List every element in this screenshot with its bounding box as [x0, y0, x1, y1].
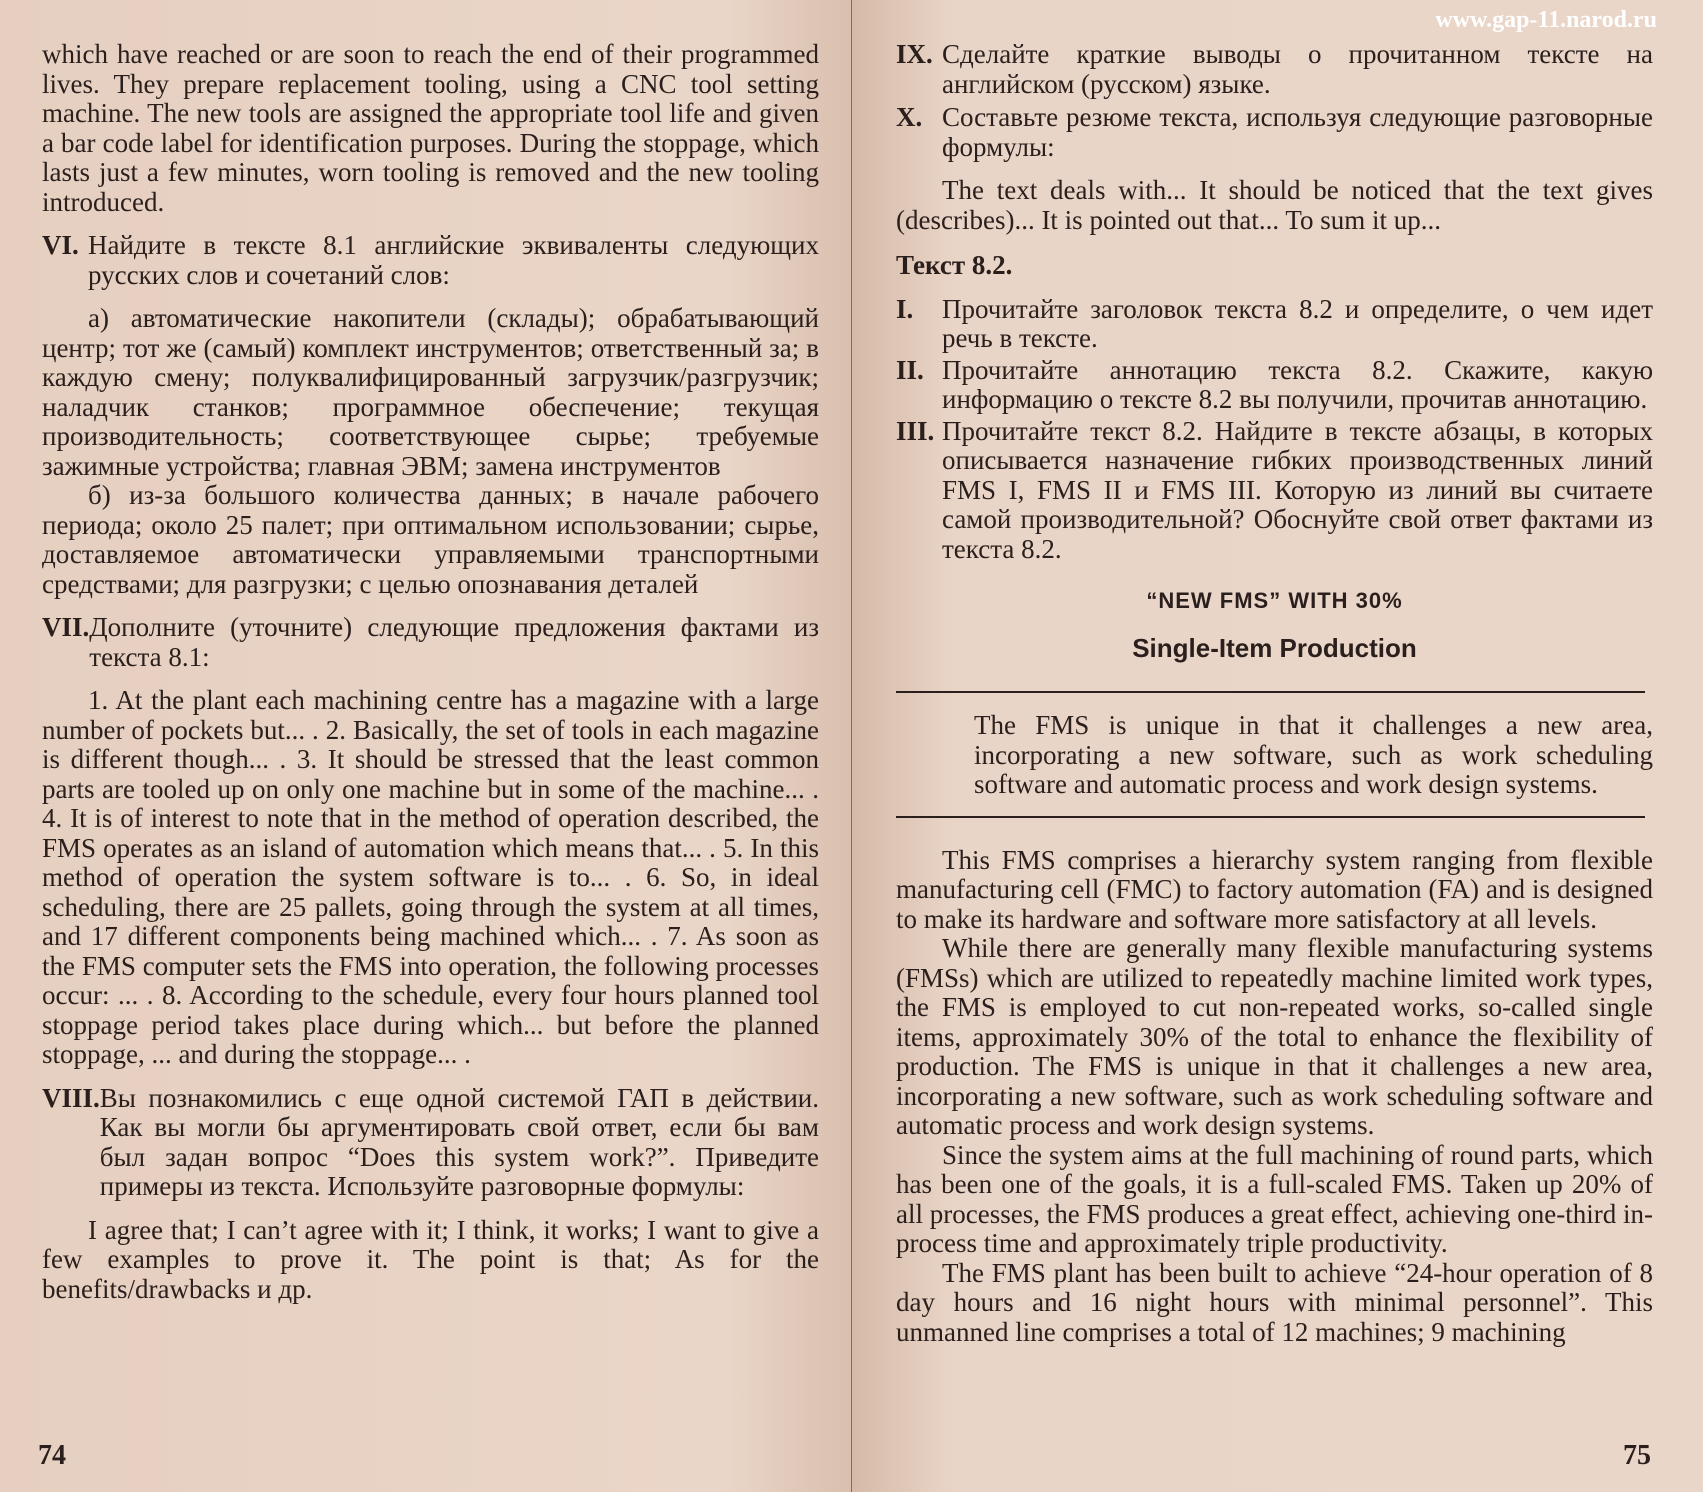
- exercise-vi: [42, 231, 819, 290]
- exercise-viii-phrases: I agree that; I can’t agree with it; I think, it works; I want to give a few examples to prove it. The point is that; As for the benefits/drawbacks и др.: [42, 1214, 819, 1304]
- divider-bottom: [896, 816, 1645, 818]
- text-heading: Текст 8.2.: [896, 250, 1013, 280]
- question-text: Прочитайте заголовок текста 8.2 и определите, о чем идет речь в тексте.: [942, 293, 1653, 353]
- article-abstract: The FMS is unique in that it challenges a new area, incorporating a new software, such as work scheduling software and automatic process and work design systems.: [974, 710, 1653, 799]
- question-number: I.: [896, 293, 914, 324]
- question-ii: [896, 356, 1653, 415]
- exercise-viii: [42, 1084, 819, 1202]
- question-text: Прочитайте текст 8.2. Найдите в тексте абзацы, в которых описывается назначение гибких производственных линий FMS I, FMS II и FMS III. Которую из линий вы считаете самой производительной? Обоснуйте свой ответ фактами из текста 8.2.: [942, 415, 1653, 564]
- exercise-vii: [42, 613, 819, 672]
- exercise-task: Дополните (уточните) следующие предложения фактами из текста 8.1:: [89, 612, 819, 672]
- page-number-left: 74: [38, 1439, 66, 1471]
- exercise-number: VII.: [42, 612, 90, 642]
- article-title: “NEW FMS” WITH 30%: [1146, 588, 1403, 613]
- exercise-vi-part-a: а) автоматические накопители (склады); обрабатывающий центр; тот же (самый) комплект инструментов; ответственный за; в каждую смену; полуквалифицированный загрузчик/разгрузчик; наладчик станков; программное обеспечение; текущая производительность; соответствующее сырье; требуемые зажимные устройства; главная ЭВМ; замена инструментов: [42, 303, 819, 481]
- page-number-right: 75: [1623, 1439, 1651, 1471]
- article-paragraph-4: The FMS plant has been built to achieve “24-hour operation of 8 day hours and 16 night hours with minimal personnel”. This unmanned line comprises a total of 12 machines; 9 machining: [896, 1257, 1653, 1347]
- article-subtitle: Single-Item Production: [1132, 632, 1417, 663]
- intro-paragraph: which have reached or are soon to reach the end of their programmed lives. They prepare replacement tooling, using a CNC tool setting machine. The new tools are assigned the appropriate tool life and given a bar code label for identification purposes. During the stoppage, which lasts just a few minutes, worn tooling is removed and the new tooling introduced.: [42, 39, 819, 217]
- question-text: Прочитайте аннотацию текста 8.2. Скажите, какую информацию о тексте 8.2 вы получили, прочитав аннотацию.: [942, 354, 1653, 414]
- exercise-vii-sentences: 1. At the plant each machining centre has a magazine with a large number of pockets but... . 2. Basically, the set of tools in each magazine is different though... . 3. It should be stressed that the least common parts are tooled up on only one machine but in some of the machine... . 4. It is of interest to note that in the method of operation described, the FMS operates as an island of automation which means that... . 5. In this method of operation the system software is to... . 6. So, in ideal scheduling, there are 25 pallets, going through the system at all times, and 17 different components being machined which... . 7. As soon as the FMS computer sets the FMS into operation, the following processes occur: ... . 8. According to the schedule, every four hours planned tool stoppage period takes place during which... but before the planned stoppage, ... and during the stoppage... .: [42, 685, 819, 1069]
- exercise-task: Сделайте краткие выводы о прочитанном тексте на английском (русском) языке.: [942, 39, 1653, 99]
- exercise-task: Найдите в тексте 8.1 английские эквиваленты следующих русских слов и сочетаний слов:: [88, 230, 819, 290]
- question-i: [896, 295, 1653, 354]
- exercise-task: Вы познакомились с еще одной системой ГАП в действии. Как вы могли бы аргументировать свой ответ, если бы вам был задан вопрос “Does this system work?”. Приведите примеры из текста. Используйте разговорные формулы:: [99, 1082, 819, 1201]
- article-paragraph-1: This FMS comprises a hierarchy system ranging from flexible manufacturing cell (FMC) to factory automation (FA) and is designed to make its hardware and software more satisfactory at all levels.: [896, 844, 1653, 934]
- exercise-task: Составьте резюме текста, используя следующие разговорные формулы:: [942, 102, 1653, 162]
- article-paragraph-2: While there are generally many flexible manufacturing systems (FMSs) which are utilized to repeatedly machine limited work types, the FMS is employed to cut non-repeated works, so-called single items, approximately 30% of the total to enhance the flexibility of production. The FMS is unique in that it challenges a new area, incorporating a new software, such as work scheduling software and automatic process and work design systems.: [896, 933, 1653, 1140]
- exercise-vi-part-b: б) из-за большого количества данных; в начале рабочего периода; около 25 палет; при оптимальном использовании; сырье, доставляемое автоматически управляемыми транспортными средствами; для разгрузки; с целью опознавания деталей: [42, 480, 819, 599]
- exercise-number: VIII.: [42, 1082, 100, 1113]
- exercise-number: IX.: [896, 39, 933, 69]
- site-watermark: www.gap-11.narod.ru: [1435, 7, 1657, 33]
- exercise-number: X.: [896, 102, 923, 132]
- article-paragraph-3: Since the system aims at the full machining of round parts, which has been one of the goals, it is a full-scaled FMS. Taken up 20% of all processes, the FMS produces a great effect, achieving one-third in-process time and approximately triple productivity.: [896, 1139, 1653, 1258]
- right-page: [852, 0, 1703, 1492]
- question-number: II.: [896, 354, 924, 385]
- exercise-x: [896, 103, 1653, 162]
- exercise-x-phrases: The text deals with... It should be noticed that the text gives (describes)... It is pointed out that... To sum it up...: [896, 175, 1653, 235]
- question-number: III.: [896, 415, 935, 446]
- exercise-number: VI.: [42, 230, 79, 260]
- left-page: [0, 0, 851, 1492]
- question-iii: [896, 417, 1653, 565]
- exercise-ix: [896, 40, 1653, 99]
